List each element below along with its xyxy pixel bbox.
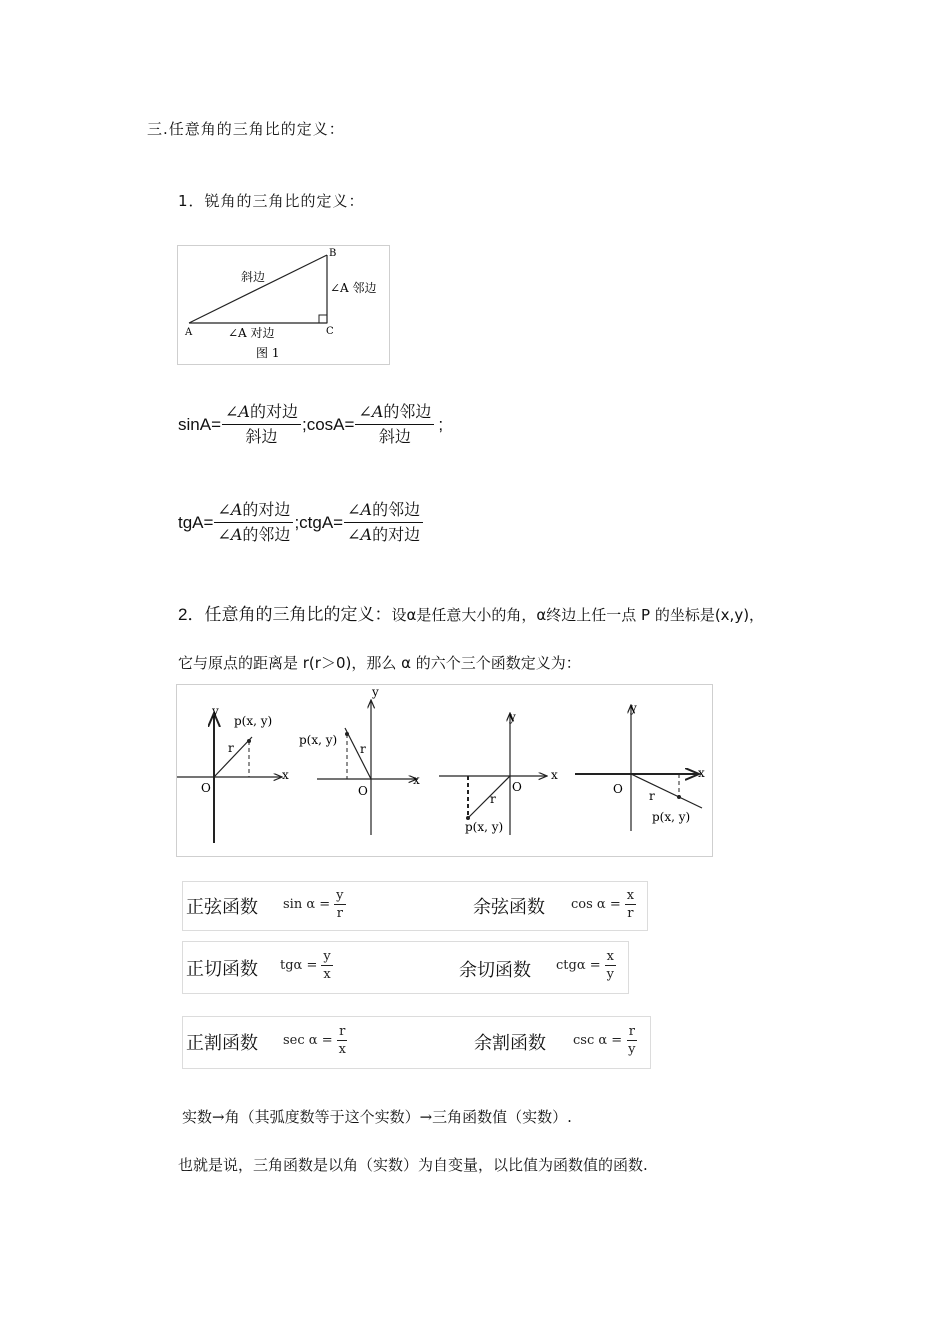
- svg-text:p(x, y): p(x, y): [234, 714, 273, 728]
- cos-lhs: ;cosA=: [301, 414, 355, 434]
- svg-text:O: O: [613, 782, 623, 796]
- svg-text:O: O: [358, 784, 368, 798]
- svg-text:x: x: [282, 768, 289, 782]
- ctg-lhs: ;ctgA=: [294, 512, 344, 532]
- svg-text:O: O: [201, 781, 211, 795]
- tg-ctg-formula: [178, 500, 424, 545]
- formula-end: ;: [438, 414, 444, 434]
- quadrant-figure: [176, 684, 713, 857]
- svg-text:O: O: [512, 780, 522, 794]
- tg-lhs: tgA=: [178, 512, 214, 532]
- svg-text:r: r: [490, 792, 496, 806]
- triangle-figure: [177, 245, 390, 365]
- cotangent-name: 余切函数: [459, 960, 531, 981]
- section-heading: 三.任意角的三角比的定义：: [147, 120, 345, 138]
- cos-fraction: $\frac{\text{∠A的邻边}}{\text{斜边}}$: [355, 402, 434, 447]
- sin-fraction: $\frac{\text{∠A的对边}}{\text{斜边}}$: [222, 402, 301, 447]
- svg-text:x: x: [698, 766, 705, 780]
- svg-text:y: y: [630, 701, 637, 715]
- sec-csc-table: [182, 1016, 651, 1069]
- svg-text:p(x, y): p(x, y): [299, 733, 338, 747]
- sin-cos-table: [182, 881, 648, 931]
- label-adjacent: ∠A 邻边: [330, 281, 377, 295]
- sin-lhs: sinA=: [178, 414, 221, 434]
- quadrant-4-diagram: [575, 701, 705, 831]
- svg-text:y: y: [212, 704, 219, 718]
- label-hypotenuse: 斜边: [241, 270, 266, 284]
- ctg-fraction: $\frac{\text{∠A的邻边}}{\text{∠A的对边}}$: [344, 500, 423, 545]
- label-a: A: [185, 327, 193, 338]
- label-opposite: ∠A 对边: [228, 326, 275, 340]
- tg-fraction: $\frac{\text{∠A的对边}}{\text{∠A的邻边}}$: [214, 500, 293, 545]
- secant-expr: sec α = $\frac{r}{x}$: [283, 1024, 346, 1057]
- conclusion-paragraph: 也就是说，三角函数是以角（实数）为自变量，以比值为函数值的函数.: [178, 1156, 648, 1174]
- tg-ctg-table: [182, 941, 629, 994]
- cotangent-expr: ctgα = $\frac{x}{y}$: [556, 949, 614, 982]
- svg-text:x: x: [551, 768, 558, 782]
- svg-text:y: y: [372, 685, 379, 699]
- cosine-name: 余弦函数: [473, 897, 545, 918]
- label-b: B: [329, 248, 337, 259]
- subheading-acute-angle: 1．锐角的三角比的定义：: [178, 192, 365, 210]
- svg-text:r: r: [649, 789, 655, 803]
- svg-text:y: y: [509, 710, 516, 724]
- tangent-expr: tgα = $\frac{y}{x}$: [280, 949, 331, 982]
- cosecant-name: 余割函数: [474, 1033, 546, 1054]
- sine-name: 正弦函数: [186, 897, 258, 918]
- sine-expr: sin α = $\frac{y}{r}$: [283, 888, 344, 921]
- quadrant-3-diagram: [439, 710, 558, 835]
- cosecant-expr: csc α = $\frac{r}{y}$: [573, 1024, 636, 1057]
- figure-caption: 图 1: [256, 346, 280, 360]
- right-angle-mark: [319, 315, 327, 323]
- quadrant-2-diagram: [299, 685, 420, 835]
- subheading-any-angle: 2．任意角的三角比的定义：设α是任意大小的角，α终边上任一点 P 的坐标是(x,y)，: [178, 605, 765, 624]
- svg-text:p(x, y): p(x, y): [652, 810, 691, 824]
- svg-text:r: r: [228, 741, 234, 755]
- cosine-expr: cos α = $\frac{x}{r}$: [571, 888, 635, 921]
- secant-name: 正割函数: [186, 1033, 258, 1054]
- svg-text:x: x: [413, 773, 420, 787]
- hypotenuse-line: [189, 255, 327, 323]
- label-c: C: [326, 326, 334, 337]
- svg-text:r: r: [360, 742, 366, 756]
- svg-text:p(x, y): p(x, y): [465, 820, 504, 834]
- sin-cos-formula: [178, 402, 443, 447]
- tangent-name: 正切函数: [186, 959, 258, 980]
- mapping-paragraph: 实数→角（其弧度数等于这个实数）→三角函数值（实数）.: [182, 1108, 572, 1126]
- distance-paragraph: 它与原点的距离是 r(r＞0)，那么 α 的六个三个函数定义为：: [178, 654, 581, 672]
- quadrant-1-diagram: [177, 704, 289, 843]
